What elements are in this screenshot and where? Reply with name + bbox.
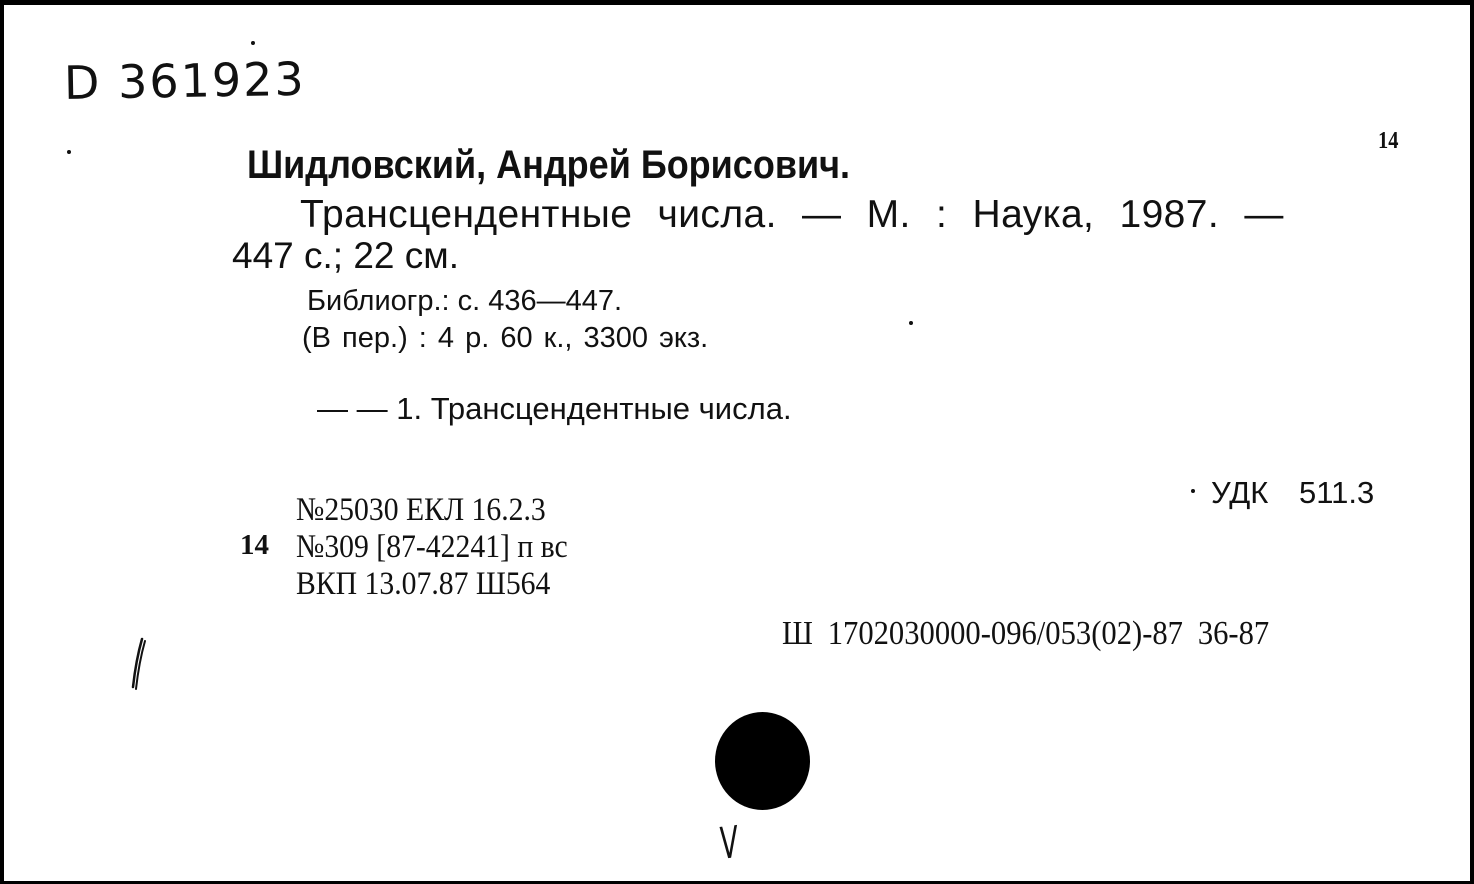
stray-dot: [251, 41, 255, 45]
physical-description: 447 с.; 22 см.: [232, 235, 460, 276]
catalog-code: Ш 1702030000-096/053(02)-87 36-87: [782, 615, 1270, 652]
handwritten-stroke-mark: [124, 635, 154, 695]
price-note: (В пер.) : 4 р. 60 к., 3300 экз.: [302, 322, 709, 354]
call-number: D 361923: [63, 51, 307, 110]
stray-dot: [1191, 489, 1195, 493]
corner-mark: 14: [1378, 128, 1399, 154]
hand-mark-bottom: V: [718, 816, 740, 870]
title-statement: Трансцендентные числа. — М. : Наука, 1987. —: [300, 193, 1284, 236]
record-accession-line: №309 [87-42241] п вс: [296, 529, 568, 565]
subject-tracing: — — 1. Трансцендентные числа.: [317, 391, 792, 426]
bibliography-note: Библиогр.: с. 436—447.: [307, 285, 623, 317]
author-heading: Шидловский, Андрей Борисович.: [247, 143, 850, 187]
stray-dot: [909, 321, 913, 325]
record-prefix: 14: [240, 529, 269, 561]
record-number-line: №25030 ЕКЛ 16.2.3: [296, 492, 546, 528]
punch-hole: [715, 712, 810, 810]
stray-dot: [67, 150, 71, 154]
record-date-line: ВКП 13.07.87 Ш564: [296, 566, 551, 602]
udc-code: УДК 511.3: [1211, 475, 1375, 510]
